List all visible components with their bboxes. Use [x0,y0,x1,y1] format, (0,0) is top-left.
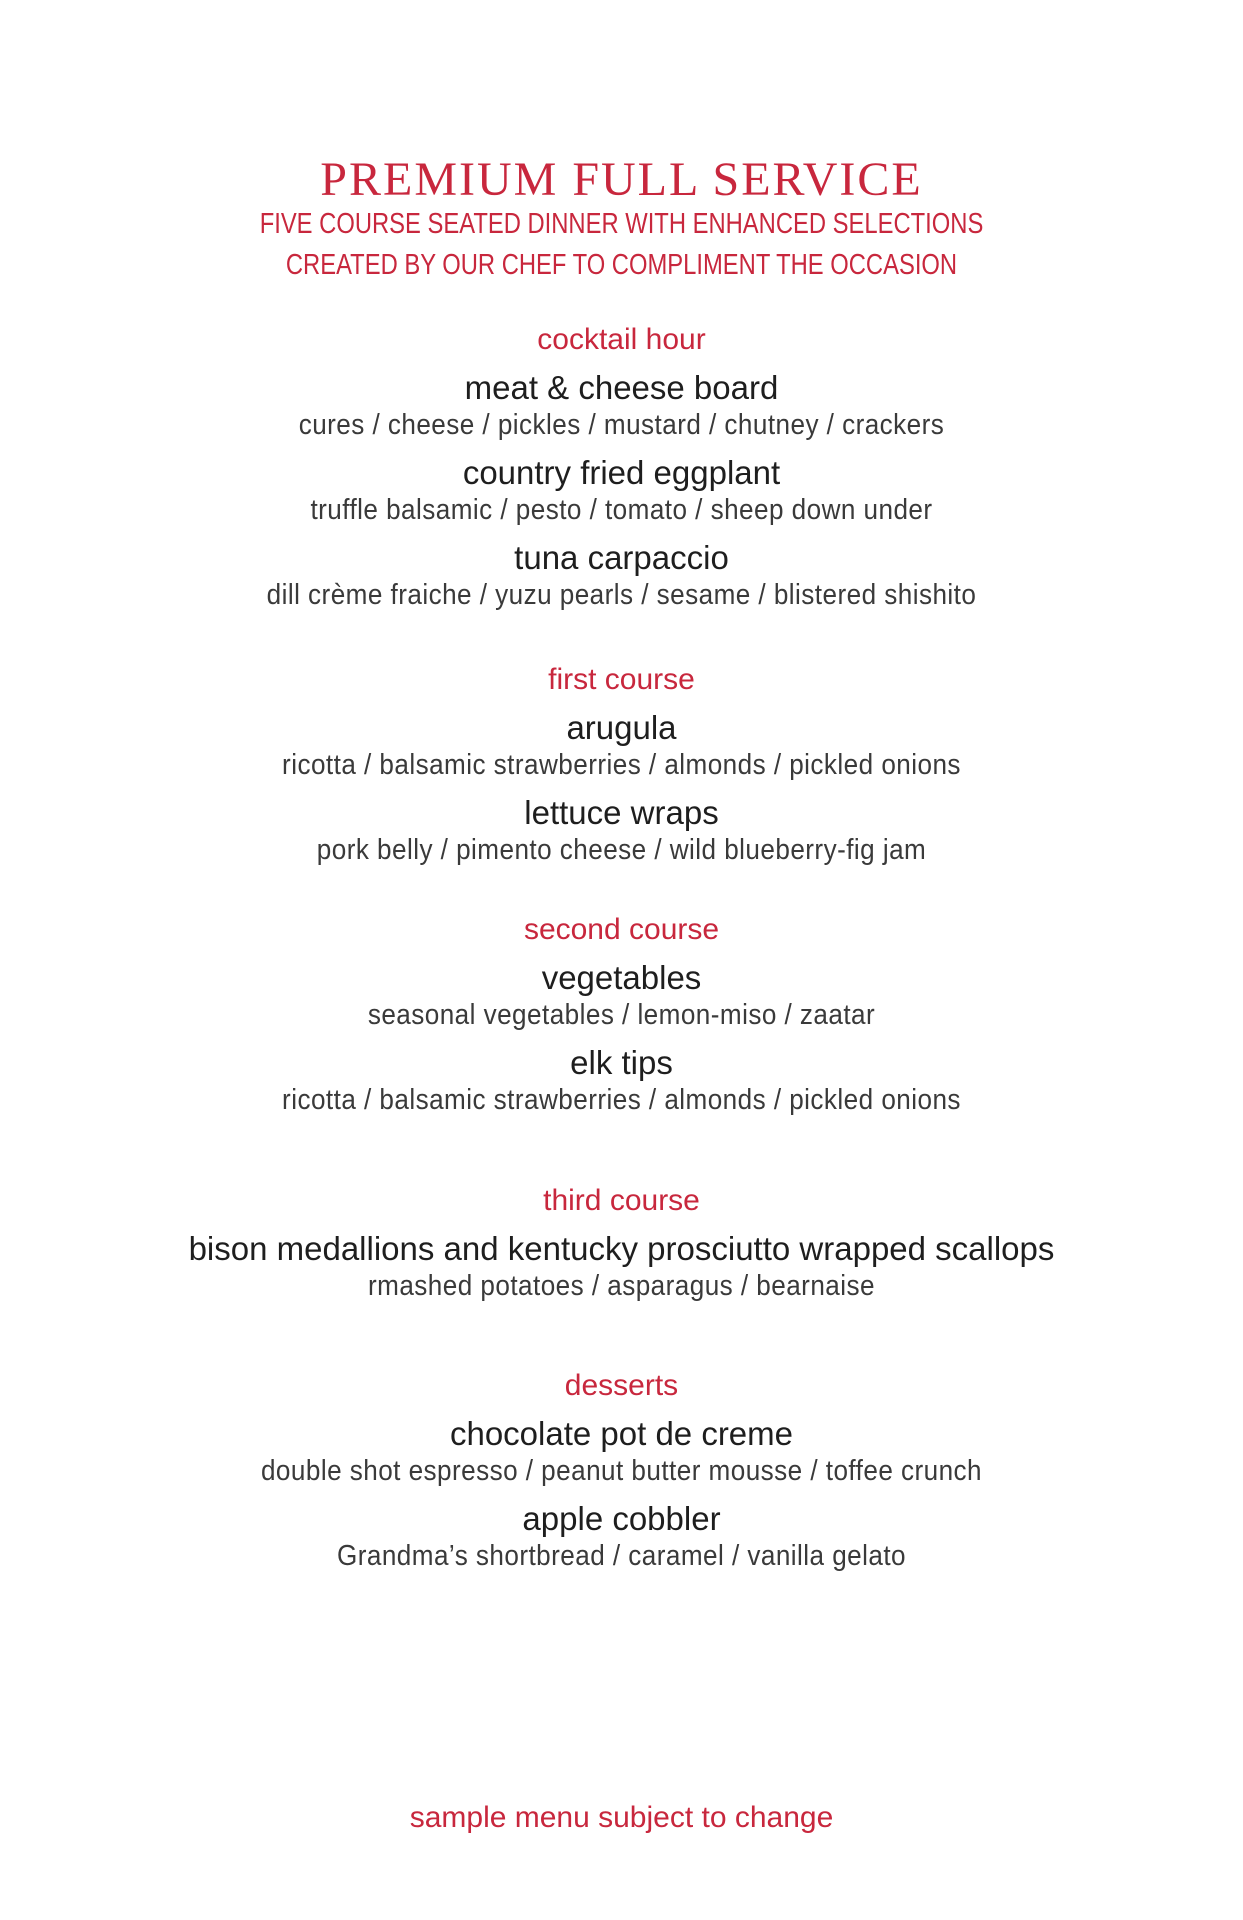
menu-subtitle-line-1: FIVE COURSE SEATED DINNER WITH ENHANCED SELECTIONS [259,208,984,240]
section-heading-desserts: desserts [564,1369,679,1402]
dish-description: pork belly / pimento cheese / wild blueberry-fig jam [316,834,927,866]
dish-name: vegetables [541,959,702,996]
section-heading-second-course: second course [523,913,720,946]
dish-name: country fried eggplant [462,454,781,491]
dish-description: Grandma’s shortbread / caramel / vanilla gelato [336,1540,907,1572]
dish-name: elk tips [570,1044,673,1081]
dish-description: double shot espresso / peanut butter mousse / toffee crunch [260,1455,983,1487]
menu-title: PREMIUM FULL SERVICE [320,153,923,206]
dish-description: rmashed potatoes / asparagus / bearnaise [368,1270,875,1302]
menu-subtitle-line-2: CREATED BY OUR CHEF TO COMPLIMENT THE OCCASION [285,249,958,281]
dish-name: arugula [566,709,677,746]
section-heading-third-course: third course [543,1184,700,1217]
dish-name: meat & cheese board [464,369,779,406]
section-heading-cocktail-hour: cocktail hour [537,323,706,356]
dish-description: seasonal vegetables / lemon-miso / zaatar [367,999,876,1031]
dish-name: chocolate pot de creme [449,1415,794,1452]
dish-name: bison medallions and kentucky prosciutto wrapped scallops [188,1230,1055,1267]
dish-description: cures / cheese / pickles / mustard / chutney / crackers [298,409,945,441]
dish-name: lettuce wraps [524,794,719,831]
dish-description: truffle balsamic / pesto / tomato / sheep down under [310,494,933,526]
dish-description: ricotta / balsamic strawberries / almonds / pickled onions [282,749,961,781]
section-heading-first-course: first course [548,663,695,696]
dish-description: ricotta / balsamic strawberries / almonds / pickled onions [282,1084,961,1116]
dish-name: tuna carpaccio [514,539,729,576]
dish-name: apple cobbler [522,1500,721,1537]
menu-footer-note: sample menu subject to change [409,1801,834,1834]
dish-description: dill crème fraiche / yuzu pearls / sesame / blistered shishito [266,579,977,611]
